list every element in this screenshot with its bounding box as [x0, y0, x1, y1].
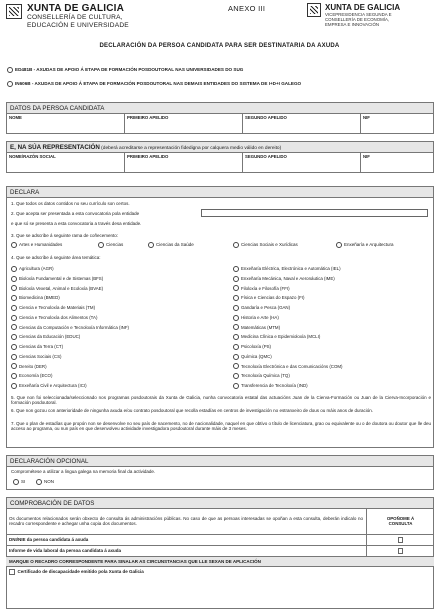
area-option[interactable] [233, 352, 343, 362]
area-label: Medicina Clínica e Epidemioloxía (MCLI) [241, 334, 321, 340]
area-label: Historia e Arte (HA) [241, 314, 279, 320]
rama-label: Enxeñaría e Arquitectura [344, 242, 394, 248]
area-label: Transferencia de Tecnoloxía (IND) [241, 383, 308, 389]
radio-button[interactable] [233, 285, 239, 291]
area-option[interactable] [11, 342, 129, 352]
radio-button[interactable] [233, 242, 239, 248]
logo-subtitle: CONSELLERÍA DE CULTURA, [27, 14, 123, 21]
section-header: COMPROBACIÓN DE DATOS [7, 498, 433, 509]
option-label: NON [44, 479, 54, 485]
comprobacion-table [6, 508, 434, 577]
field-label: SEGUNDO APELIDO [245, 115, 287, 120]
radio-button[interactable] [98, 242, 104, 248]
rama-label: Ciencias da Saúde [156, 242, 194, 248]
rama-option[interactable] [233, 242, 298, 248]
radio-button[interactable] [11, 242, 17, 248]
area-option[interactable] [11, 381, 129, 391]
first-surname-field[interactable] [125, 114, 243, 133]
page-header [0, 0, 439, 40]
radio-button[interactable] [7, 67, 13, 73]
option-si[interactable] [13, 479, 25, 485]
area-option[interactable] [11, 274, 129, 284]
section-note: (deberá acreditarse a representación fidedigna por calquera medio válido en dereito) [99, 145, 282, 151]
radio-button[interactable] [7, 81, 13, 87]
company-name-field[interactable] [7, 153, 125, 172]
area-label: Agricultura (AGR) [19, 266, 54, 272]
oppose-checkbox[interactable] [398, 548, 404, 554]
area-option[interactable] [233, 284, 343, 294]
area-option[interactable] [11, 323, 129, 333]
mark-header: MARQUE O RECADRO CORRESPONDENTE PARA SINALAR AS CIRCUNSTANCIAS QUE LLE SEXAN DE APLICACIÓN [9, 558, 261, 564]
area-label: Filoloxía e Filosofía (FFI) [241, 285, 290, 291]
logo-subtitle: EDUCACIÓN E UNIVERSIDADE [27, 21, 129, 29]
section-title: E, NA SÚA REPRESENTACIÓN [10, 143, 100, 151]
area-label: Psicoloxía (PS) [241, 344, 272, 350]
representative-section [6, 141, 434, 173]
radio-button[interactable] [11, 383, 17, 389]
radio-button[interactable] [13, 479, 19, 485]
name-field[interactable] [7, 114, 125, 133]
candidate-section [6, 102, 434, 134]
radio-button[interactable] [233, 354, 239, 360]
radio-button[interactable] [11, 315, 17, 321]
radio-button[interactable] [233, 276, 239, 282]
radio-button[interactable] [11, 276, 17, 282]
area-label: Enxeñaría Eléctrica, Electrónica e Automática (IEL) [241, 266, 341, 272]
radio-button[interactable] [11, 305, 17, 311]
radio-button[interactable] [233, 324, 239, 330]
xunta-culture-logo [6, 3, 129, 29]
field-label: NOME [9, 115, 22, 120]
area-option[interactable] [233, 362, 343, 372]
radio-button[interactable] [11, 295, 17, 301]
area-option[interactable] [233, 313, 343, 323]
area-option[interactable] [233, 274, 343, 284]
area-option[interactable] [11, 371, 129, 381]
area-option[interactable] [233, 342, 343, 352]
option-non[interactable] [36, 479, 54, 485]
logo-title: XUNTA DE GALICIA [27, 3, 125, 14]
area-option[interactable] [233, 303, 343, 313]
areas-right-column [233, 264, 343, 391]
area-label: Ciencias da Computación e Tecnoloxía Informática (INF) [19, 324, 129, 330]
area-label: Tecnoloxía Electrónica e das Comunicacións (COM) [241, 363, 343, 369]
declaration-item: 1. Que todos os datos contidos no seu currículo son certos. [11, 201, 130, 206]
area-option[interactable] [11, 293, 129, 303]
declaration-item: 3. Que se adscribe á seguinte rama de coñecemento: [11, 233, 119, 238]
row-label: Informe de vida laboral da persoa candidata á axuda [6, 546, 367, 556]
second-surname-field[interactable] [243, 114, 361, 133]
field-label: NIF [363, 154, 370, 159]
procedure-text: - AXUDAS DE APOIO Á ETAPA DE FORMACIÓN POSDOUTORAL NAS DEMAIS ENTIDADES DO SISTEMA DE I+D+I GALEGO [30, 81, 302, 87]
area-option[interactable] [11, 264, 129, 274]
areas-left-column [11, 264, 129, 391]
radio-button[interactable] [233, 334, 239, 340]
procedure-option-in606b[interactable] [7, 81, 301, 87]
area-label: Matemáticas (MTM) [241, 324, 281, 330]
procedure-code: ED481B [15, 67, 33, 73]
table-row [6, 545, 434, 556]
disability-checkbox[interactable] [9, 569, 15, 575]
radio-button[interactable] [233, 383, 239, 389]
section-header: DATOS DA PERSOA CANDIDATA [7, 103, 433, 114]
area-label: Enxeñaría Mecánica, Naval e Aeronáutica (IME) [241, 275, 335, 281]
area-option[interactable] [233, 332, 343, 342]
field-label: NIF [363, 115, 370, 120]
procedure-code: IN606B [15, 81, 31, 87]
entity-input[interactable] [201, 209, 428, 217]
radio-button[interactable] [11, 285, 17, 291]
area-label: Ciencias da Educación (EDUC) [19, 334, 81, 340]
table-row [6, 508, 434, 534]
section-header [7, 142, 433, 153]
radio-button[interactable] [148, 242, 154, 248]
area-label: Bioloxía Fundamental e de Sistemas (BFS) [19, 275, 104, 281]
table-row [6, 556, 434, 566]
declaration-item: 6. Que non gozou con anterioridade de ningunha axuda e/ou contrato posdoutoral que recolla estadías en centros de investigación no estranxeiro de dous ou máis anos de duración. [11, 408, 373, 413]
procedure-text: - AXUDAS DE APOIO Á ETAPA DE FORMACIÓN POSDOUTORAL NAS UNIVERSIDADES DO SUG [32, 67, 244, 73]
rama-option[interactable] [148, 242, 194, 248]
area-option[interactable] [233, 381, 343, 391]
option-label: SI [21, 479, 26, 485]
area-label: Bioloxía Vexetal, Animal e Ecoloxía (BVAE) [19, 285, 104, 291]
section-header: DECLARACIÓN OPCIONAL [7, 456, 433, 467]
intro-text: Os documentos relacionados serán obxecto de consulta ás administracións públicas. No caso de que as persoas interesadas se opoñan a esta consulta, deberán indicalo no recadro correspondente e achegar unha copia dos documentos. [6, 508, 367, 534]
area-option[interactable] [11, 362, 129, 372]
area-label: Física e Ciencias do Espazo (FI) [241, 295, 305, 301]
area-option[interactable] [233, 323, 343, 333]
area-option[interactable] [233, 264, 343, 274]
area-option[interactable] [11, 313, 129, 323]
rep-second-surname-field[interactable] [243, 153, 361, 172]
area-option[interactable] [11, 284, 129, 294]
area-label: Ciencias Sociais (CS) [19, 353, 62, 359]
declaration-item: 7. Que o plan de estadías que propón non se desenvolve no seu país de nacemento, no de nacionalidade, naquel en que obtivo o título de licenciatura, grao ou equivalente ou o de doutora ou doutor que lle deu acceso ao programa, ou nun país en que desenvolveu actividade investigadora posdoutoral durante máis de 3 meses. [11, 421, 431, 432]
radio-button[interactable] [36, 479, 42, 485]
rep-nif-field[interactable] [361, 153, 433, 172]
table-row [6, 534, 434, 545]
field-label: NOME/RAZÓN SOCIAL [9, 154, 56, 159]
declaration-item: 2. Que acepta ser presentada a esta convocatoria pola entidade [11, 211, 140, 216]
radio-button[interactable] [233, 315, 239, 321]
table-row [6, 566, 434, 577]
radio-button[interactable] [233, 344, 239, 350]
rama-option[interactable] [11, 242, 62, 248]
section-header: DECLARA [7, 187, 433, 198]
radio-button[interactable] [233, 363, 239, 369]
area-option[interactable] [11, 303, 129, 313]
annex-label: ANEXO III [228, 4, 266, 13]
area-option[interactable] [233, 293, 343, 303]
rama-label: Ciencias [106, 242, 124, 248]
declaration-item: 5. Que non foi seleccionada/seleccionado nos programas posdoutorais da Xunta de Galicia, nunha convocatoria estatal das actuacións Juan de la Cierva-Formación ou Juan de la Cierva-Incorporación e formación posdoutoral. [11, 395, 431, 406]
xunta-emblem-icon [307, 3, 321, 17]
mark-row [6, 567, 434, 577]
radio-button[interactable] [11, 266, 17, 272]
optional-text: Comprométese a utilizar a lingua galega na memoria final da actividade. [11, 469, 156, 474]
form-title: DECLARACIÓN DA PERSOA CANDIDATA PARA SER DESTINATARIA DA AXUDA [99, 43, 340, 49]
radio-button[interactable] [233, 295, 239, 301]
area-label: Química (QMC) [241, 353, 272, 359]
radio-button[interactable] [11, 363, 17, 369]
area-label: Economía (ECO) [19, 373, 53, 379]
xunta-emblem-icon [6, 4, 22, 19]
radio-button[interactable] [233, 373, 239, 379]
radio-button[interactable] [233, 266, 239, 272]
area-label: Ciencia e Tecnoloxía de Materiais (TM) [19, 305, 96, 311]
nif-field[interactable] [361, 114, 433, 133]
rama-label: Artes e Humanidades [19, 242, 63, 248]
oppose-checkbox[interactable] [398, 537, 404, 543]
field-label: PRIMEIRO APELIDO [127, 115, 169, 120]
declaration-item: 4. Que se adscribe á seguinte área temática: [11, 255, 101, 260]
radio-button[interactable] [336, 242, 342, 248]
area-label: Ciencias da Terra (CT) [19, 344, 64, 350]
area-option[interactable] [233, 371, 343, 381]
radio-button[interactable] [11, 354, 17, 360]
rama-option[interactable] [336, 242, 394, 248]
logo-title: XUNTA DE GALICIA [325, 3, 401, 12]
radio-button[interactable] [11, 324, 17, 330]
area-label: Ciencia e Tecnoloxía dos Alimentos (TA) [19, 314, 98, 320]
xunta-economy-logo [307, 3, 400, 27]
area-option[interactable] [11, 332, 129, 342]
radio-button[interactable] [11, 334, 17, 340]
radio-button[interactable] [11, 344, 17, 350]
radio-button[interactable] [233, 305, 239, 311]
logo-subtitle: CONSELLERÍA DE ECONOMÍA, [325, 17, 390, 22]
area-label: Dereito (DER) [19, 363, 47, 369]
field-label: SEGUNDO APELIDO [245, 154, 287, 159]
row-label: DNI/NIE da persoa candidata á axuda [6, 535, 367, 545]
declaration-item: e que só se presenta a esta convocatoria a través desa entidade. [11, 221, 142, 226]
logo-subtitle: EMPRESA E INNOVACIÓN [325, 22, 380, 27]
area-label: Gandaría e Pesca (GAN) [241, 305, 291, 311]
procedure-option-ed481b[interactable] [7, 67, 243, 73]
oppose-column-header: OPOÑOME Á CONSULTA [386, 515, 415, 526]
logo-subtitle: VICEPRESIDENCIA SEGUNDA E [325, 12, 392, 17]
area-option[interactable] [11, 352, 129, 362]
field-label: PRIMEIRO APELIDO [127, 154, 169, 159]
rama-option[interactable] [98, 242, 123, 248]
area-label: Enxeñaría Civil e Arquitectura (ICI) [19, 383, 87, 389]
rep-first-surname-field[interactable] [125, 153, 243, 172]
row-label: Certificado de discapacidade emitido pola Xunta de Galicia [17, 569, 144, 575]
rama-label: Ciencias Sociais e Xurídicas [241, 242, 298, 248]
area-label: Tecnoloxía Química (TQ) [241, 373, 290, 379]
area-label: Biomedicina (BMED) [19, 295, 60, 301]
radio-button[interactable] [11, 373, 17, 379]
